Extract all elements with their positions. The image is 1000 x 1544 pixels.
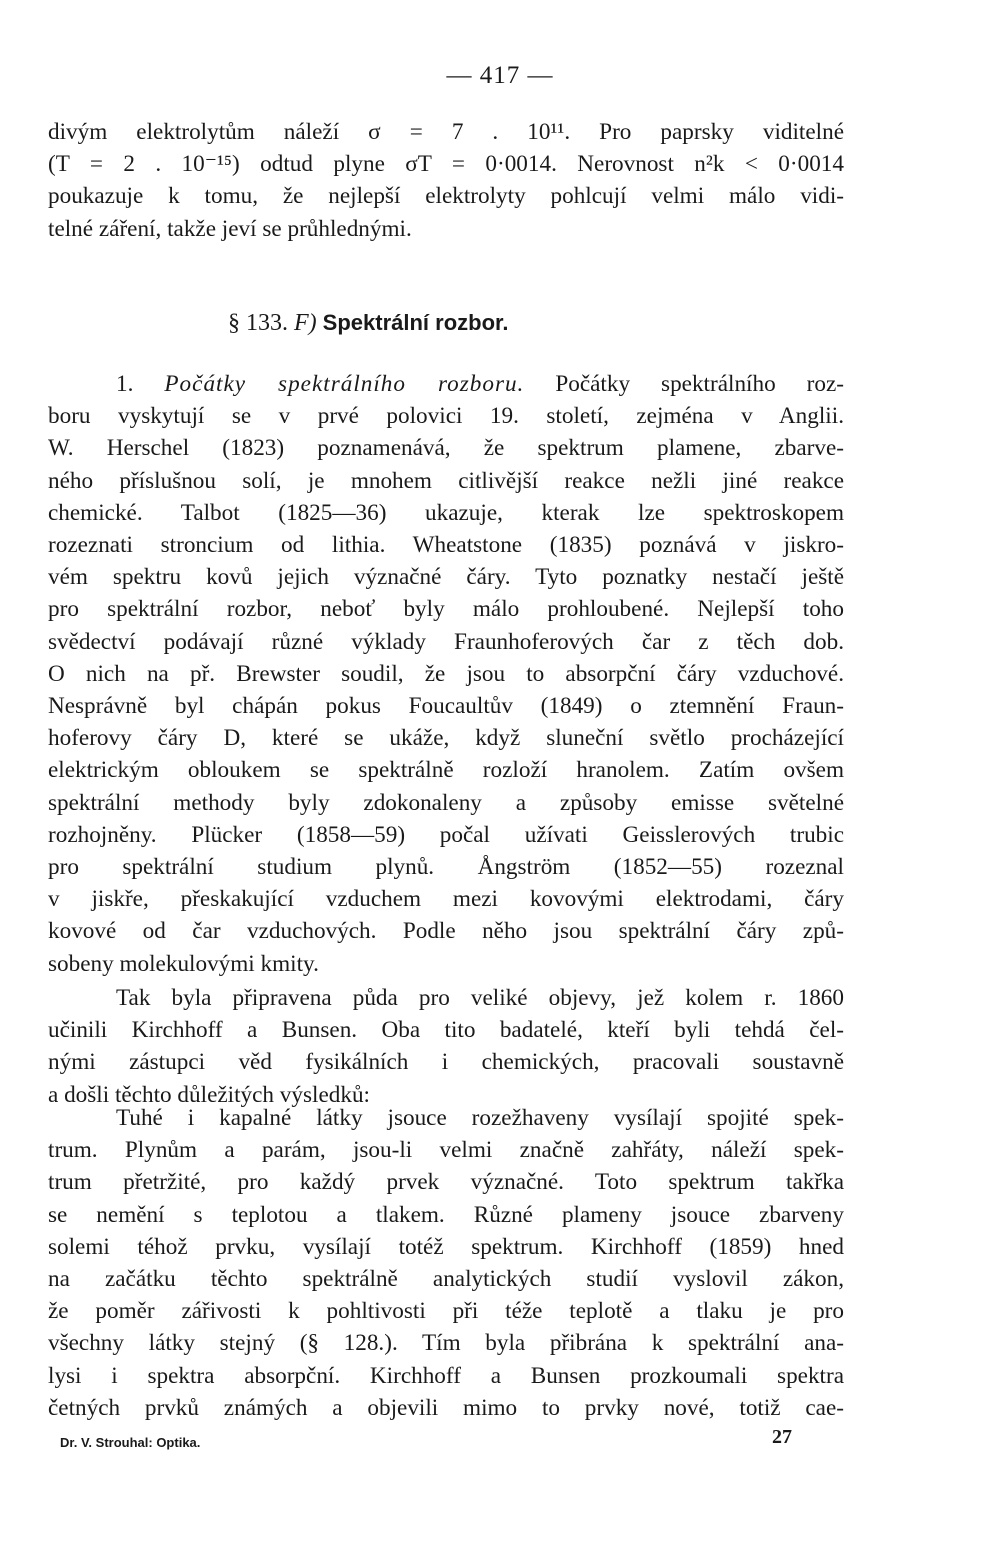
text-line: solemi téhož prvku, vysílají totéž spektrum. Kirchhoff (1859) hned [48, 1233, 844, 1260]
section-letter: F) [294, 310, 317, 336]
text-line: nými zástupci věd fysikálních i chemických, pracovali soustavně [48, 1049, 844, 1076]
text-line: sobeny molekulovými kmity. [48, 950, 319, 977]
text-line: divým elektrolytům náleží σ = 7 . 10¹¹. Pro paprsky viditelné [48, 119, 844, 145]
text-line: trum. Plynům a parám, jsou-li velmi značně zahřáty, náleží spek- [48, 1137, 844, 1164]
text-line: a došli těchto důležitých výsledků: [48, 1081, 370, 1108]
text-line: na začátku těchto spektrálně analytických studií vyslovil zákon, [48, 1266, 844, 1293]
text-line: (T = 2 . 10⁻¹⁵) odtud plyne σT = 0·0014. Nerovnost n²k < 0·0014 [48, 151, 844, 178]
section-title: Spektrální rozbor. [322, 310, 509, 335]
text-line: elektrickým obloukem se spektrálně rozloží hranolem. Zatím ovšem [48, 757, 844, 784]
subsection-number: 1. [116, 371, 134, 397]
text-line: vém spektru kovů jejich význačné čáry. Tyto poznatky nestačí ještě [48, 564, 844, 591]
subsection-line [48, 368, 844, 400]
text-line: lysi i spektra absorpční. Kirchhoff a Bunsen prozkoumali spektra [48, 1362, 844, 1389]
text-line: svědectví podávají různé výklady Fraunhoferových čar z těch dob. [48, 628, 844, 655]
main-paragraph [48, 368, 844, 980]
text-line: četných prvků známých a objevili mimo to prvky nové, totiž cae- [48, 1394, 844, 1421]
footer-signature-mark: 27 [772, 1426, 792, 1448]
section-heading [228, 310, 828, 337]
subsection-title: Počátky spektrálního rozboru. [164, 371, 525, 397]
text-line: O nich na př. Brewster soudil, že jsou to absorpční čáry vzduchové. [48, 660, 844, 687]
text-line: učinili Kirchhoff a Bunsen. Oba tito badatelé, kteří byli tehdá čel- [48, 1017, 844, 1044]
paragraph-two [48, 982, 844, 1111]
text-line: Nesprávně byl chápán pokus Foucaultův (1849) o ztemnění Fraun- [48, 693, 844, 720]
text-line: W. Herschel (1823) poznamenává, že spektrum plamene, zbarve- [48, 435, 844, 462]
text-line: se nemění s teplotou a tlakem. Různé plameny jsouce zbarveny [48, 1201, 844, 1228]
paragraph-three [48, 1102, 844, 1424]
text-line: pro spektrální studium plynů. Ångström (1852—55) rozeznal [48, 854, 844, 881]
text-line: kovové od čar vzduchových. Podle něho jsou spektrální čáry způ- [48, 918, 844, 945]
text-line: Počátky spektrálního roz- [524, 371, 844, 397]
text-line: Tuhé i kapalné látky jsouce rozežhaveny vysílají spojité spek- [116, 1105, 844, 1131]
page-number: — 417 — [446, 62, 554, 89]
text-line: boru vyskytují se v prvé polovici 19. století, zejména v Anglii. [48, 403, 844, 430]
text-line: poukazuje k tomu, že nejlepší elektrolyty pohlcují velmi málo vidi- [48, 183, 844, 210]
text-line: telné záření, takže jeví se průhlednými. [48, 215, 412, 242]
text-line: v jiskře, přeskakující vzduchem mezi kovovými elektrodami, čáry [48, 886, 844, 913]
text-line: pro spektrální rozbor, neboť byly málo prohloubené. Nejlepší toho [48, 596, 844, 623]
footer-author: Dr. V. Strouhal: Optika. [60, 1435, 201, 1450]
text-line: trum přetržité, pro každý prvek význačné. Toto spektrum takřka [48, 1169, 844, 1196]
text-line: Tak byla připravena půda pro veliké objevy, jež kolem r. 1860 [116, 985, 844, 1011]
text-line: všechny látky stejný (§ 128.). Tím byla přibrána k spektrální ana- [48, 1330, 844, 1357]
text-line: ného příslušnou solí, je mnohem citlivější reakce nežli jiné reakce [48, 467, 844, 494]
text-line: rozhojněny. Plücker (1858—59) počal užívati Geisslerových trubic [48, 821, 844, 848]
section-number: § 133. [228, 310, 288, 336]
intro-paragraph [48, 116, 844, 245]
text-line: spektrální methody byly zdokonaleny a způsoby emisse světelné [48, 789, 844, 816]
text-line: že poměr zářivosti k pohltivosti při téže teplotě a tlaku je pro [48, 1298, 844, 1325]
text-line: chemické. Talbot (1825—36) ukazuje, kterak lze spektroskopem [48, 499, 844, 526]
text-line: rozeznati stroncium od lithia. Wheatstone (1835) poznává v jiskro- [48, 532, 844, 559]
text-line: hoferovy čáry D, které se ukáže, když sluneční světlo procházející [48, 725, 844, 752]
